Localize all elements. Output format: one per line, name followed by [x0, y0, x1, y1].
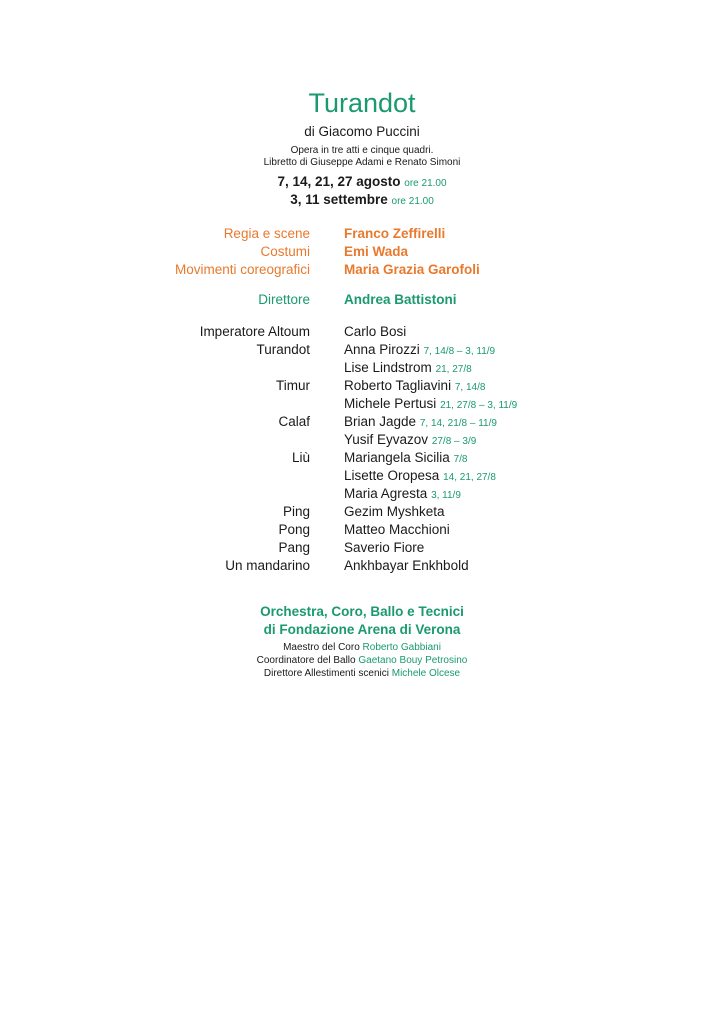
credit-line — [0, 642, 724, 653]
cast-dates: 3, 11/9 — [431, 490, 461, 501]
production-role: Regia e scene — [223, 226, 310, 241]
cast-singer: Lisette Oropesa — [344, 468, 440, 483]
production-name: Maria Grazia Garofoli — [344, 262, 480, 277]
cast-dates: 27/8 – 3/9 — [431, 436, 477, 447]
cast-row — [0, 558, 724, 576]
composer: di Giacomo Puccini — [304, 124, 420, 139]
cast-row — [0, 504, 724, 522]
cast-name — [344, 396, 517, 411]
cast-row — [0, 468, 724, 486]
cast-singer: Maria Agresta — [344, 486, 428, 501]
cast-singer: Matteo Macchioni — [344, 522, 450, 537]
cast-singer: Roberto Tagliavini — [344, 378, 452, 393]
cast-row — [0, 414, 724, 432]
cast-name — [344, 486, 461, 501]
production-role: Costumi — [260, 244, 310, 259]
cast-singer: Gezim Myshketa — [344, 504, 445, 519]
orchestra-line-2: di Fondazione Arena di Verona — [263, 622, 461, 637]
cast-name — [344, 378, 485, 393]
cast-row — [0, 432, 724, 450]
august-dates — [0, 174, 724, 189]
orchestra-line-1: Orchestra, Coro, Ballo e Tecnici — [260, 604, 464, 619]
cast-singer: Carlo Bosi — [344, 324, 407, 339]
cast-singer: Mariangela Sicilia — [344, 450, 450, 465]
cast-role: Imperatore Altoum — [199, 324, 310, 339]
cast-row — [0, 486, 724, 504]
cast-row — [0, 378, 724, 396]
september-time: ore 21.00 — [391, 196, 434, 207]
production-row — [0, 262, 724, 280]
libretto-credit: Libretto di Giuseppe Adami e Renato Simoni — [263, 157, 461, 168]
credit-label: Coordinatore del Ballo — [256, 655, 356, 666]
cast-dates: 21, 27/8 — [435, 364, 472, 375]
cast-name — [344, 324, 406, 339]
cast-singer: Saverio Fiore — [344, 540, 425, 555]
cast-singer: Anna Pirozzi — [344, 342, 420, 357]
cast-row — [0, 522, 724, 540]
cast-row — [0, 324, 724, 342]
cast-singer: Lise Lindstrom — [344, 360, 432, 375]
cast-role: Pong — [278, 522, 310, 537]
conductor-role: Direttore — [258, 292, 310, 307]
september-dates-text: 3, 11 settembre — [290, 192, 388, 207]
cast-dates: 7, 14/8 — [454, 382, 486, 393]
cast-name — [344, 342, 495, 357]
cast-singer: Ankhbayar Enkhbold — [344, 558, 469, 573]
cast-name — [344, 414, 497, 429]
cast-role: Calaf — [278, 414, 310, 429]
cast-row — [0, 396, 724, 414]
credit-label: Maestro del Coro — [283, 642, 360, 653]
production-row — [0, 244, 724, 262]
august-dates-text: 7, 14, 21, 27 agosto — [277, 174, 401, 189]
cast-dates: 7, 14, 21/8 – 11/9 — [419, 418, 497, 429]
cast-singer: Brian Jagde — [344, 414, 417, 429]
credit-label: Direttore Allestimenti scenici — [263, 668, 389, 679]
august-time: ore 21.00 — [404, 178, 447, 189]
cast-row — [0, 360, 724, 378]
credit-name: Roberto Gabbiani — [362, 642, 441, 653]
production-name: Franco Zeffirelli — [344, 226, 446, 241]
cast-row — [0, 342, 724, 360]
cast-name — [344, 450, 467, 465]
conductor-row — [0, 292, 724, 310]
opera-description: Opera in tre atti e cinque quadri. — [290, 145, 434, 156]
cast-name — [344, 360, 472, 375]
cast-name — [344, 558, 469, 573]
conductor-name: Andrea Battistoni — [344, 292, 457, 307]
cast-dates: 21, 27/8 – 3, 11/9 — [440, 400, 518, 411]
cast-name — [344, 540, 424, 555]
opera-title: Turandot — [308, 88, 416, 118]
credit-line — [0, 668, 724, 679]
cast-singer: Yusif Eyvazov — [344, 432, 429, 447]
production-name: Emi Wada — [344, 244, 409, 259]
cast-row — [0, 540, 724, 558]
credit-name: Michele Olcese — [391, 668, 461, 679]
cast-name — [344, 432, 476, 447]
cast-dates: 7/8 — [453, 454, 468, 465]
cast-singer: Michele Pertusi — [344, 396, 437, 411]
credit-name: Gaetano Bouy Petrosino — [358, 655, 468, 666]
cast-dates: 14, 21, 27/8 — [443, 472, 496, 483]
credit-line — [0, 655, 724, 666]
september-dates — [0, 192, 724, 207]
cast-name — [344, 522, 450, 537]
production-row — [0, 226, 724, 244]
cast-role: Timur — [276, 378, 310, 393]
cast-name — [344, 504, 445, 519]
cast-role: Ping — [282, 504, 310, 519]
cast-role: Liù — [291, 450, 310, 465]
cast-row — [0, 450, 724, 468]
cast-role: Un mandarino — [225, 558, 310, 573]
cast-role: Pang — [278, 540, 310, 555]
cast-dates: 7, 14/8 – 3, 11/9 — [423, 346, 496, 357]
cast-role: Turandot — [256, 342, 310, 357]
cast-name — [344, 468, 496, 483]
production-role: Movimenti coreografici — [174, 262, 310, 277]
